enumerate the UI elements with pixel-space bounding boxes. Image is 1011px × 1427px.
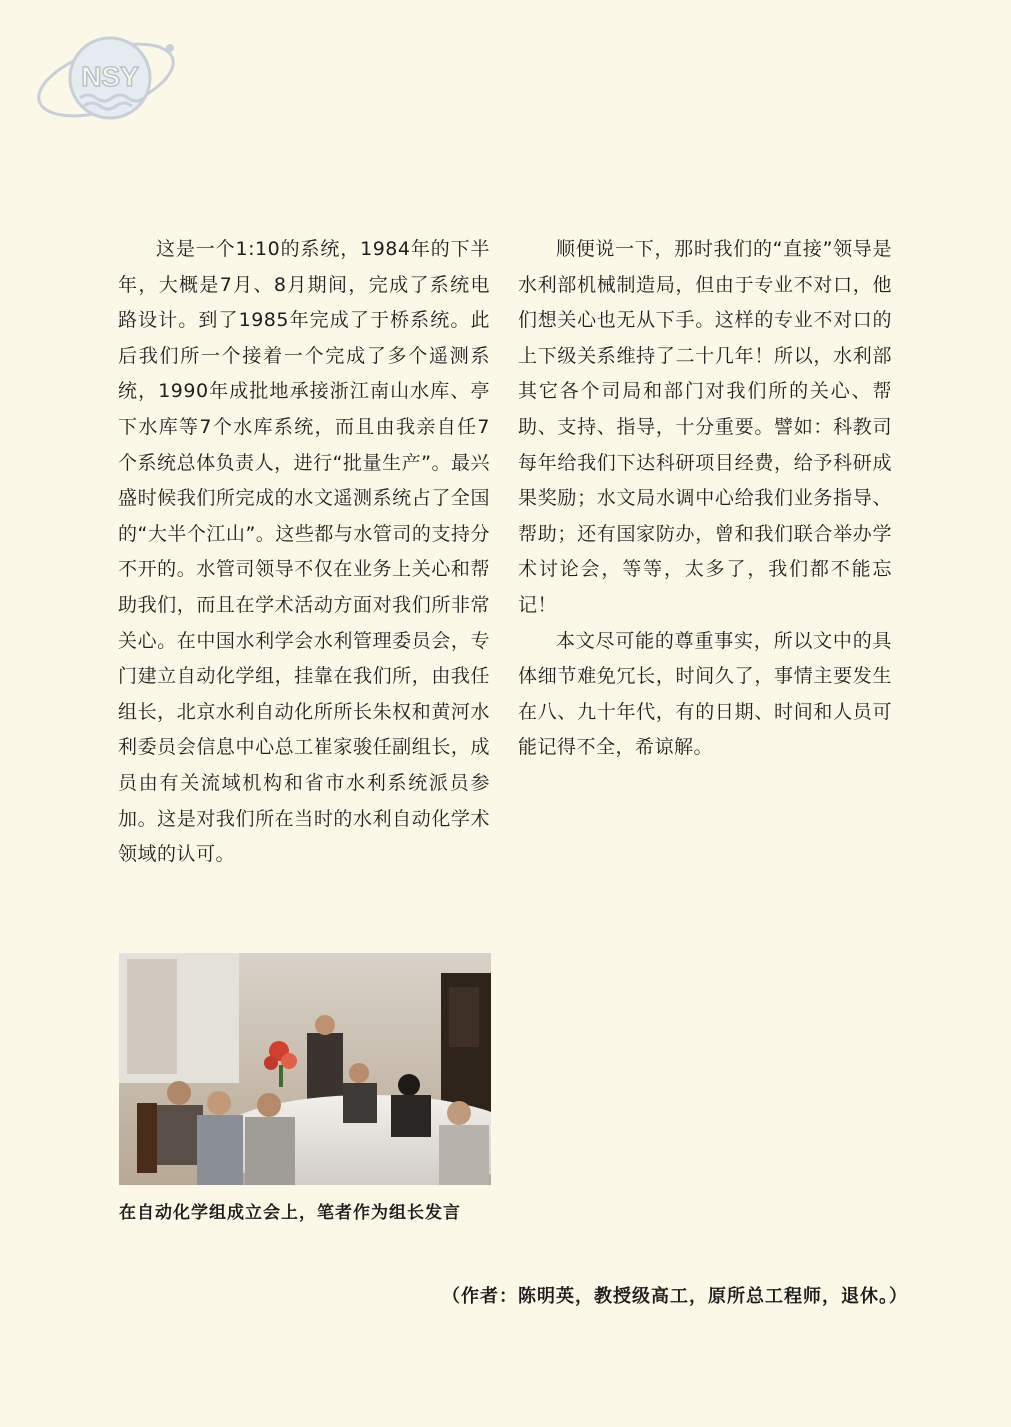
author-note: （作者：陈明英，教授级高工，原所总工程师，退休。） — [442, 1286, 908, 1307]
paragraph: 本文尽可能的尊重事实，所以文中的具体细节难免冗长，时间久了，事情主要发生在八、九十年代，有的日期、时间和人员可能记得不全，希谅解。 — [518, 629, 892, 759]
meeting-photo — [119, 953, 491, 1185]
photo-caption: 在自动化学组成立会上，笔者作为组长发言 — [119, 1203, 461, 1223]
paragraph: 这是一个1:10的系统，1984年的下半年，大概是7月、8月期间，完成了系统电路设计。到了1985年完成了于桥系统。此后我们所一个接着一个完成了多个遥测系统，1990年成批地承接浙江南山水库、亭下水库等7个水库系统，而且由我亲自任7个系统总体负责人，进行“批量生产”。最兴盛时候我们所完成的水文遥测系统占了全国的“大半个江山”。这些都与水管司的支持分不开的。水管司领导不仅在业务上关心和帮助我们，而且在学术活动方面对我们所非常关心。在中国水利学会水利管理委员会，专门建立自动化学组，挂靠在我们所，由我任组长，北京水利自动化所所长朱权和黄河水利委员会信息中心总工崔家骏任副组长，成员由有关流域机构和省市水利系统派员参加。这是对我们所在当时的水利自动化学术领域的认可。 — [118, 238, 490, 866]
paragraph: 顺便说一下，那时我们的“直接”领导是水利部机械制造局，但由于专业不对口，他们想关心也无从下手。这样的专业不对口的上下级关系维持了二十几年！所以，水利部其它各个司局和部门对我们所的关心、帮助、支持、指导，十分重要。譬如：科教司每年给我们下达科研项目经费，给予科研成果奖励；水文局水调中心给我们业务指导、帮助；还有国家防办，曾和我们联合举办学术讨论会，等等，太多了，我们都不能忘记！ — [518, 238, 892, 616]
nsy-logo — [28, 18, 188, 128]
logo-text: NSY — [81, 61, 139, 92]
left-column — [118, 232, 490, 873]
right-column — [518, 232, 892, 766]
